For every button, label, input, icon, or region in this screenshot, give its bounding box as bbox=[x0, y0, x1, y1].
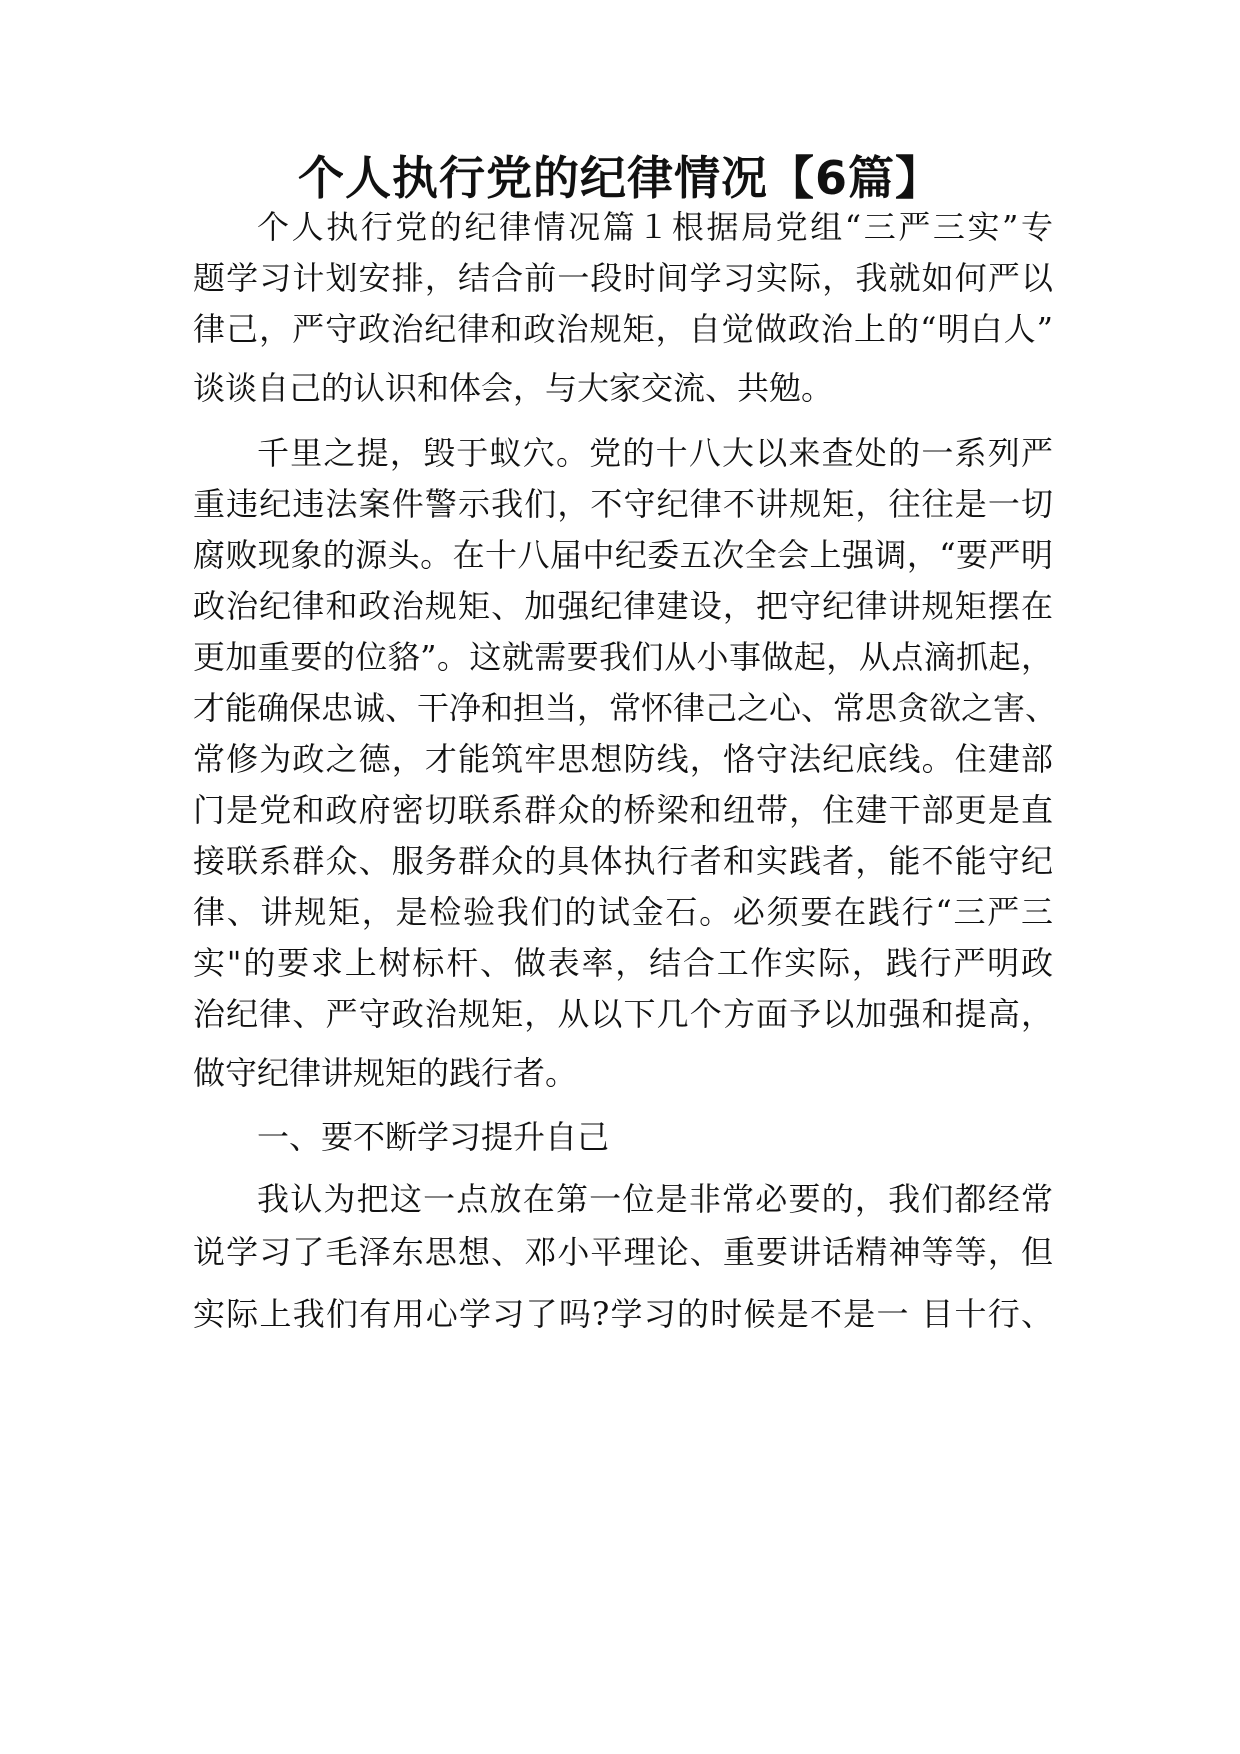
paragraph-line: 谈谈自己的认识和体会，与大家交流、共勉。 bbox=[193, 369, 834, 407]
paragraph-line: 律、讲规矩，是检验我们的试金石。必须要在践行“三严三 bbox=[193, 893, 1053, 931]
paragraph-line: 题学习计划安排，结合前一段时间学习实际，我就如何严以 bbox=[193, 259, 1053, 297]
paragraph-line: 律己，严守政治纪律和政治规矩，自觉做政治上的“明白人” bbox=[193, 310, 1053, 348]
paragraph-line: 我认为把这一点放在第一位是非常必要的，我们都经常 bbox=[257, 1180, 1053, 1218]
paragraph-line: 实"的要求上树标杆、做表率，结合工作实际，践行严明政 bbox=[193, 944, 1053, 982]
document-title: 个人执行党的纪律情况【6篇】 bbox=[297, 151, 942, 205]
paragraph-line: 门是党和政府密切联系群众的桥梁和纽带，住建干部更是直 bbox=[193, 791, 1053, 829]
paragraph-line: 腐败现象的源头。在十八届中纪委五次全会上强调，“要严明 bbox=[193, 536, 1053, 574]
paragraph-line: 治纪律、严守政治规矩，从以下几个方面予以加强和提高， bbox=[193, 995, 1053, 1033]
paragraph-line: 更加重要的位貉”。这就需要我们从小事做起，从点滴抓起， bbox=[193, 638, 1053, 676]
paragraph-line: 重违纪违法案件警示我们，不守纪律不讲规矩，往往是一切 bbox=[193, 485, 1053, 523]
paragraph-line: 常修为政之德，才能筑牢思想防线，恪守法纪底线。住建部 bbox=[193, 740, 1053, 778]
paragraph-line: 做守纪律讲规矩的践行者。 bbox=[193, 1054, 578, 1092]
paragraph-line: 接联系群众、服务群众的具体执行者和实践者，能不能守纪 bbox=[193, 842, 1053, 880]
paragraph-line: 政治纪律和政治规矩、加强纪律建设，把守纪律讲规矩摆在 bbox=[193, 587, 1053, 625]
section-heading: 一、要不断学习提升自己 bbox=[257, 1118, 610, 1156]
paragraph-line: 才能确保忠诚、干净和担当，常怀律己之心、常思贪欲之害、 bbox=[193, 689, 1058, 727]
paragraph-line: 千里之提，毁于蚁穴。党的十八大以来查处的一系列严 bbox=[257, 434, 1053, 472]
paragraph-line: 个人执行党的纪律情况篇１根据局党组“三严三实”专 bbox=[257, 208, 1053, 246]
paragraph-line: 实际上我们有用心学习了吗?学习的时候是不是一 目十行、 bbox=[193, 1295, 1053, 1333]
paragraph-line: 说学习了毛泽东思想、邓小平理论、重要讲话精神等等，但 bbox=[193, 1233, 1053, 1271]
